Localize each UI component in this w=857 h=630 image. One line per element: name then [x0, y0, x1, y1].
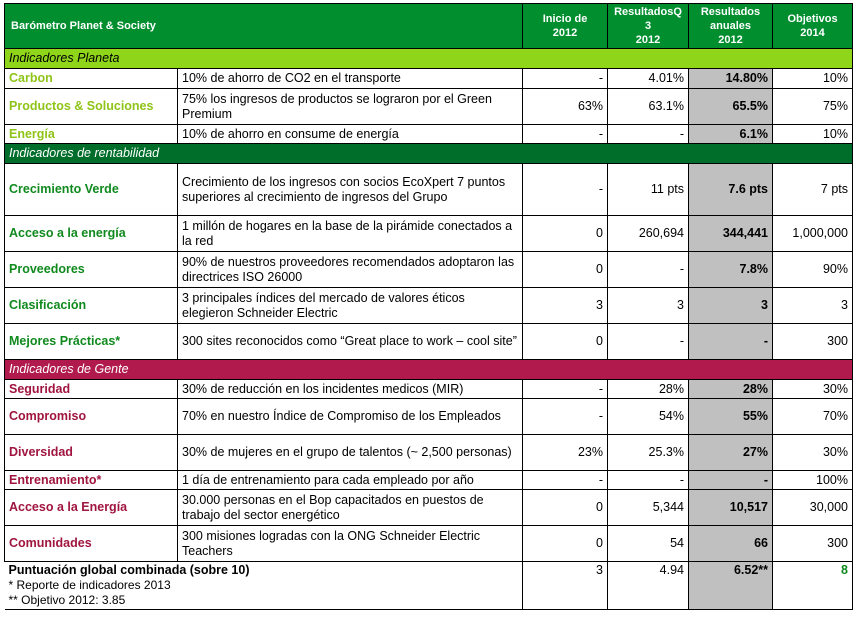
indicator-label: Clasificación [5, 288, 178, 324]
table-row [5, 125, 853, 144]
indicator-description: 90% de nuestros proveedores recomendados adoptaron las directrices ISO 26000 [178, 252, 523, 288]
header-inicio: Inicio de 2012 [523, 4, 608, 49]
value-anual: 28% [689, 380, 773, 399]
barometer-table-container [4, 3, 853, 610]
value-anual: 27% [689, 435, 773, 471]
value-anual: 66 [689, 526, 773, 562]
indicator-description: 3 principales índices del mercado de valores éticos elegieron Schneider Electric [178, 288, 523, 324]
value-inicio: 0 [523, 252, 608, 288]
indicator-label: Seguridad [5, 380, 178, 399]
value-q3: - [608, 252, 689, 288]
table-row [5, 324, 853, 360]
footer-objetivo: 8 [773, 562, 853, 610]
value-objetivo: 30% [773, 380, 853, 399]
indicator-label: Crecimiento Verde [5, 164, 178, 216]
indicator-description: 10% de ahorro de CO2 en el transporte [178, 69, 523, 89]
value-inicio: 0 [523, 324, 608, 360]
indicator-description: 300 misiones logradas con la ONG Schneider Electric Teachers [178, 526, 523, 562]
footer-note-2: ** Objetivo 2012: 3.85 [8, 593, 126, 607]
indicator-label: Acceso a la energía [5, 216, 178, 252]
table-row [5, 399, 853, 435]
indicator-description: 1 millón de hogares en la base de la pirámide conectados a la red [178, 216, 523, 252]
indicator-description: 300 sites reconocidos como “Great place to work – cool site” [178, 324, 523, 360]
footer-inicio: 3 [523, 562, 608, 610]
value-objetivo: 75% [773, 89, 853, 125]
footer-note-1: * Reporte de indicadores 2013 [8, 578, 171, 592]
value-objetivo: 10% [773, 69, 853, 89]
value-q3: 260,694 [608, 216, 689, 252]
indicator-label: Comunidades [5, 526, 178, 562]
table-row [5, 380, 853, 399]
value-inicio: - [523, 69, 608, 89]
value-q3: - [608, 125, 689, 144]
indicator-label: Proveedores [5, 252, 178, 288]
section-header-rentabilidad: Indicadores de rentabilidad [5, 144, 853, 164]
indicator-description: 30% de reducción en los incidentes medicos (MIR) [178, 380, 523, 399]
table-row [5, 471, 853, 490]
value-anual: 10,517 [689, 490, 773, 526]
value-anual: 3 [689, 288, 773, 324]
value-anual: 55% [689, 399, 773, 435]
value-objetivo: 300 [773, 526, 853, 562]
value-objetivo: 100% [773, 471, 853, 490]
header-anuales: Resultados anuales 2012 [689, 4, 773, 49]
value-q3: 63.1% [608, 89, 689, 125]
footer-q3: 4.94 [608, 562, 689, 610]
indicator-description: 30% de mujeres en el grupo de talentos (~ 2,500 personas) [178, 435, 523, 471]
table-row [5, 69, 853, 89]
value-anual: - [689, 471, 773, 490]
value-inicio: 23% [523, 435, 608, 471]
value-q3: 54% [608, 399, 689, 435]
indicator-label: Diversidad [5, 435, 178, 471]
value-anual: - [689, 324, 773, 360]
indicator-description: 1 día de entrenamiento para cada empleado por año [178, 471, 523, 490]
header-q3: ResultadosQ 3 2012 [608, 4, 689, 49]
value-objetivo: 1,000,000 [773, 216, 853, 252]
value-objetivo: 300 [773, 324, 853, 360]
value-inicio: 0 [523, 526, 608, 562]
value-objetivo: 30,000 [773, 490, 853, 526]
indicator-description: 75% los ingresos de productos se lograron por el Green Premium [178, 89, 523, 125]
value-anual: 7.8% [689, 252, 773, 288]
value-q3: 54 [608, 526, 689, 562]
value-objetivo: 30% [773, 435, 853, 471]
table-row [5, 164, 853, 216]
value-objetivo: 7 pts [773, 164, 853, 216]
indicator-label: Energía [5, 125, 178, 144]
value-q3: 28% [608, 380, 689, 399]
table-row [5, 252, 853, 288]
indicator-label: Compromiso [5, 399, 178, 435]
value-objetivo: 10% [773, 125, 853, 144]
indicator-label: Carbon [5, 69, 178, 89]
value-q3: 4.01% [608, 69, 689, 89]
indicator-description: 10% de ahorro en consume de energía [178, 125, 523, 144]
value-q3: - [608, 471, 689, 490]
value-inicio: 63% [523, 89, 608, 125]
value-q3: 25.3% [608, 435, 689, 471]
value-inicio: 3 [523, 288, 608, 324]
section-header-planeta: Indicadores Planeta [5, 49, 853, 69]
value-q3: 3 [608, 288, 689, 324]
table-row [5, 526, 853, 562]
indicator-description: 30.000 personas en el Bop capacitados en puestos de trabajo del sector energético [178, 490, 523, 526]
footer-text [5, 562, 523, 610]
table-row [5, 216, 853, 252]
footer-title: Puntuación global combinada (sobre 10) [8, 563, 250, 577]
table-row [5, 89, 853, 125]
value-anual: 6.1% [689, 125, 773, 144]
value-inicio: - [523, 380, 608, 399]
table-row [5, 490, 853, 526]
value-objetivo: 3 [773, 288, 853, 324]
indicator-description: 70% en nuestro Índice de Compromiso de los Empleados [178, 399, 523, 435]
value-inicio: 0 [523, 490, 608, 526]
value-inicio: - [523, 164, 608, 216]
value-inicio: - [523, 399, 608, 435]
value-inicio: 0 [523, 216, 608, 252]
value-inicio: - [523, 471, 608, 490]
value-objetivo: 70% [773, 399, 853, 435]
value-anual: 7.6 pts [689, 164, 773, 216]
indicator-label: Entrenamiento* [5, 471, 178, 490]
table-row [5, 435, 853, 471]
value-q3: - [608, 324, 689, 360]
value-objetivo: 90% [773, 252, 853, 288]
indicator-label: Mejores Prácticas* [5, 324, 178, 360]
table-title: Barómetro Planet & Society [5, 4, 523, 49]
value-anual: 65.5% [689, 89, 773, 125]
header-objetivos: Objetivos 2014 [773, 4, 853, 49]
value-q3: 11 pts [608, 164, 689, 216]
header-row [5, 4, 853, 49]
value-anual: 344,441 [689, 216, 773, 252]
table-row [5, 288, 853, 324]
indicator-label: Productos & Soluciones [5, 89, 178, 125]
value-anual: 14.80% [689, 69, 773, 89]
indicator-description: Crecimiento de los ingresos con socios EcoXpert 7 puntos superiores al crecimiento de ingresos del Grupo [178, 164, 523, 216]
barometer-table [4, 3, 853, 610]
value-q3: 5,344 [608, 490, 689, 526]
footer-row [5, 562, 853, 610]
indicator-label: Acceso a la Energía [5, 490, 178, 526]
footer-anual: 6.52** [689, 562, 773, 610]
section-header-gente: Indicadores de Gente [5, 360, 853, 380]
value-inicio: - [523, 125, 608, 144]
